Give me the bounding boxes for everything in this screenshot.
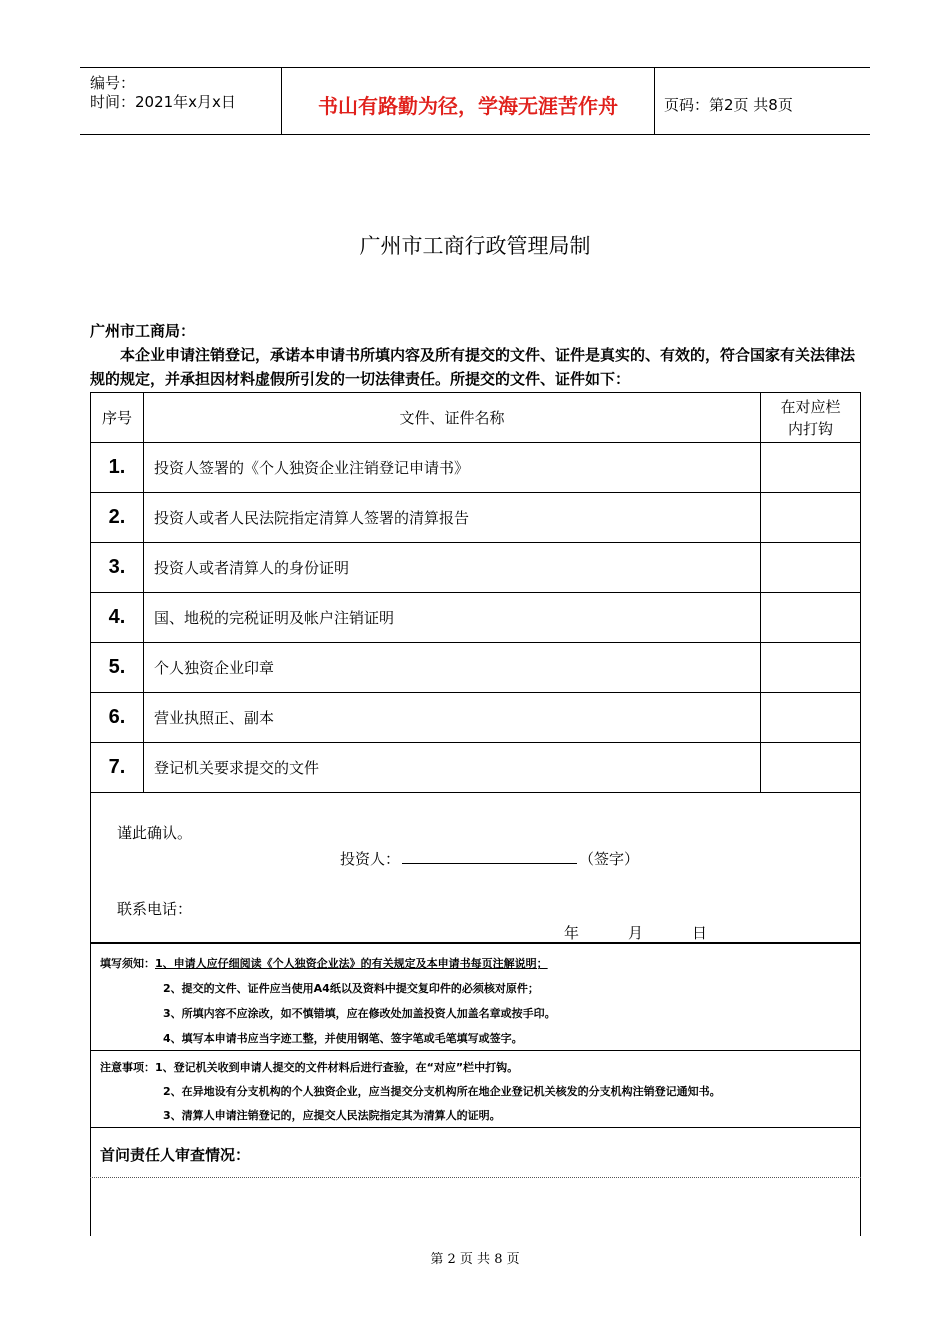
instructions-title: 填写须知： [100, 957, 155, 970]
motto: 书山有路勤为径，学海无涯苦作舟 [318, 94, 618, 118]
row-check-cell[interactable] [761, 493, 861, 543]
review-label: 首问责任人审查情况： [100, 1146, 251, 1164]
table-row [91, 443, 861, 493]
row-document-name: 投资人签署的《个人独资企业注销登记申请书》 [144, 443, 761, 493]
date-day-label: 日 [692, 924, 708, 942]
instruction-item: 1、申请人应仔细阅读《个人独资企业法》的有关规定及本申请书每页注解说明； [155, 957, 548, 970]
row-number: 5. [91, 643, 144, 693]
declaration-text: 本企业申请注销登记，承诺本申请书所填内容及所有提交的文件、证件是真实的、有效的，符合国家有关法律法规的规定，并承担因材料虚假所引发的一切法律责任。所提交的文件、证件如下： [90, 346, 856, 388]
doc-time-label: 时间：2021年x月x日 [90, 93, 236, 111]
row-document-name: 投资人或者人民法院指定清算人签署的清算报告 [144, 493, 761, 543]
row-number: 3. [91, 543, 144, 593]
row-number: 4. [91, 593, 144, 643]
table-header-row [91, 393, 861, 443]
row-check-cell[interactable] [761, 543, 861, 593]
notes-line [100, 1059, 518, 1075]
row-number: 7. [91, 743, 144, 793]
header-check: 在对应栏内打钩 [761, 393, 861, 443]
row-check-cell[interactable] [761, 593, 861, 643]
review-content-area[interactable] [92, 1180, 858, 1234]
row-document-name: 营业执照正、副本 [144, 693, 761, 743]
doc-number-label: 编号： [90, 74, 136, 92]
row-document-name: 投资人或者清算人的身份证明 [144, 543, 761, 593]
confirmation-text: 谨此确认。 [117, 824, 193, 842]
instruction-item: 4、填写本申请书应当字迹工整，并使用钢笔、签字笔或毛笔填写或签字。 [163, 1032, 523, 1045]
table-row [91, 693, 861, 743]
header-bottom-rule [80, 134, 870, 135]
date-year-label: 年 [564, 924, 580, 942]
row-number: 1. [91, 443, 144, 493]
row-check-cell[interactable] [761, 693, 861, 743]
row-number: 2. [91, 493, 144, 543]
row-check-cell[interactable] [761, 743, 861, 793]
instruction-item: 3、所填内容不应涂改，如不慎错填，应在修改处加盖投资人加盖名章或按手印。 [163, 1007, 556, 1020]
instructions-line [100, 955, 548, 971]
signature-field[interactable] [402, 847, 577, 864]
sign-hint: （签字） [579, 850, 640, 868]
table-row [91, 743, 861, 793]
section-divider [90, 1127, 861, 1128]
note-item: 1、登记机关收到申请人提交的文件材料后进行查验，在“对应”栏中打钩。 [155, 1061, 519, 1074]
header-name: 文件、证件名称 [144, 393, 761, 443]
page-footer: 第 2 页 共 8 页 [430, 1252, 520, 1267]
row-check-cell[interactable] [761, 643, 861, 693]
page-indicator: 页码：第2页 共8页 [664, 96, 793, 114]
header-top-rule [80, 67, 870, 68]
notes-title: 注意事项： [100, 1061, 155, 1074]
table-row [91, 493, 861, 543]
row-document-name: 登记机关要求提交的文件 [144, 743, 761, 793]
investor-signature-line [340, 847, 639, 869]
investor-label: 投资人： [340, 850, 401, 868]
row-document-name: 个人独资企业印章 [144, 643, 761, 693]
header-divider [654, 67, 655, 134]
date-month-label: 月 [628, 924, 644, 942]
instruction-item: 2、提交的文件、证件应当使用A4纸以及资料中提交复印件的必须核对原件； [163, 982, 539, 995]
row-check-cell[interactable] [761, 443, 861, 493]
document-list-table [90, 392, 861, 793]
section-divider [90, 1050, 861, 1051]
note-item: 3、清算人申请注销登记的，应提交人民法院指定其为清算人的证明。 [163, 1109, 501, 1122]
row-document-name: 国、地税的完税证明及帐户注销证明 [144, 593, 761, 643]
table-row [91, 543, 861, 593]
bureau-title: 广州市工商行政管理局制 [359, 234, 591, 258]
phone-label: 联系电话： [117, 900, 193, 918]
table-row [91, 593, 861, 643]
review-divider [90, 1177, 861, 1178]
header-no: 序号 [91, 393, 144, 443]
note-item: 2、在异地设有分支机构的个人独资企业，应当提交分支机构所在地企业登记机关核发的分支机构注销登记通知书。 [163, 1085, 721, 1098]
table-row [91, 643, 861, 693]
row-number: 6. [91, 693, 144, 743]
addressee: 广州市工商局： [90, 322, 196, 340]
